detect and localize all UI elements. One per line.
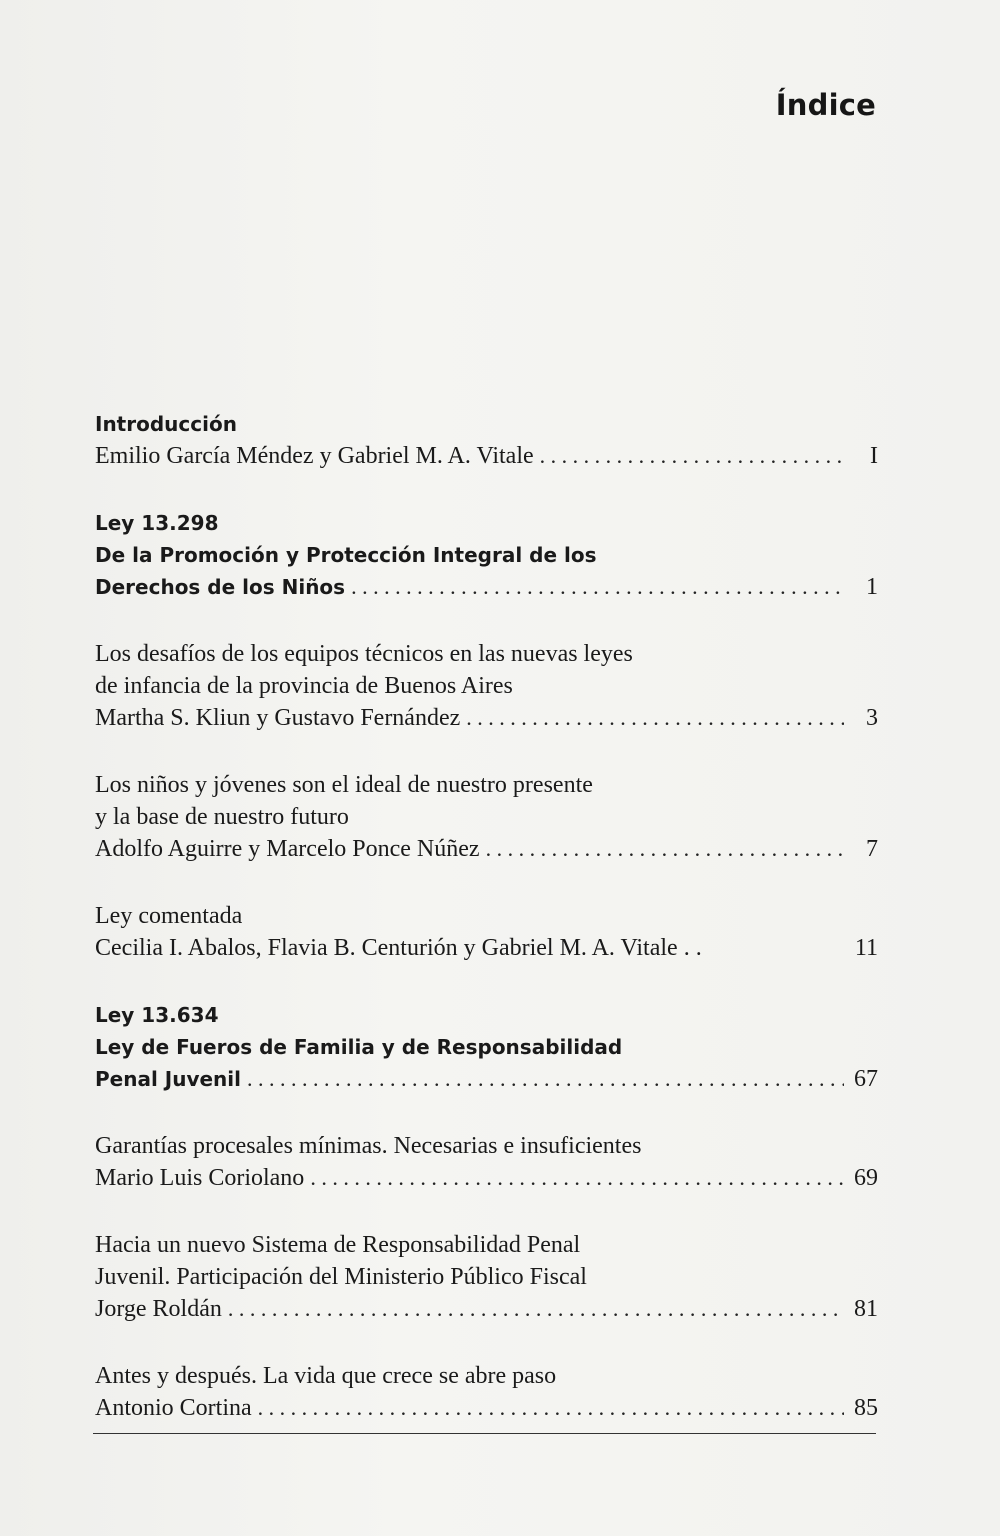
toc-page-number: 3 <box>866 705 878 731</box>
toc-entry-heading <box>95 507 878 539</box>
dot-leader <box>466 702 844 734</box>
toc-page-number: 85 <box>854 1395 878 1421</box>
toc-entry-final-line[interactable] <box>95 1063 878 1095</box>
toc-entry-sistema-penal <box>95 1229 878 1325</box>
toc-author: Emilio García Méndez y Gabriel M. A. Vitale <box>95 443 534 469</box>
toc-entry-heading <box>95 539 878 571</box>
dot-leader <box>310 1162 844 1194</box>
dot-leader <box>540 440 844 472</box>
toc-entry-antes-despues <box>95 1360 878 1424</box>
toc-entry-heading <box>95 1261 878 1293</box>
toc-entry-heading <box>95 638 878 670</box>
toc-heading-text: Ley 13.298 <box>95 511 219 535</box>
toc-entry-heading <box>95 1130 878 1162</box>
toc-entry-heading <box>95 769 878 801</box>
table-of-contents <box>95 408 878 1459</box>
toc-entry-heading <box>95 1031 878 1063</box>
toc-heading-text: Garantías procesales mínimas. Necesarias e insuficientes <box>95 1133 642 1159</box>
dot-leader <box>228 1293 844 1325</box>
toc-heading-text: Juvenil. Participación del Ministerio Público Fiscal <box>95 1264 587 1290</box>
toc-heading-text: de infancia de la provincia de Buenos Aires <box>95 673 513 699</box>
toc-author: Martha S. Kliun y Gustavo Fernández <box>95 705 461 731</box>
toc-entry-author-line[interactable] <box>95 702 878 734</box>
toc-author: Adolfo Aguirre y Marcelo Ponce Núñez <box>95 836 480 862</box>
toc-entry-heading <box>95 999 878 1031</box>
toc-entry-author-line[interactable] <box>95 440 878 472</box>
toc-page-number: 7 <box>866 836 878 862</box>
toc-entry-author-line[interactable] <box>95 932 878 964</box>
toc-page-number: 81 <box>854 1296 878 1322</box>
toc-entry-garantias <box>95 1130 878 1194</box>
toc-heading-text: Ley comentada <box>95 903 243 929</box>
toc-entry-author-line[interactable] <box>95 1392 878 1424</box>
toc-heading-text: Los desafíos de los equipos técnicos en las nuevas leyes <box>95 641 633 667</box>
toc-entry-author-line[interactable] <box>95 1162 878 1194</box>
toc-page-number: 67 <box>854 1066 878 1092</box>
page-title: Índice <box>775 88 876 122</box>
toc-entry-heading <box>95 1229 878 1261</box>
toc-heading-text: Hacia un nuevo Sistema de Responsabilidad Penal <box>95 1232 581 1258</box>
toc-heading-text: Derechos de los Niños <box>95 575 346 599</box>
toc-heading-text: y la base de nuestro futuro <box>95 804 349 830</box>
dot-leader <box>486 833 844 865</box>
toc-entry-introduccion <box>95 408 878 472</box>
toc-entry-heading <box>95 670 878 702</box>
bottom-rule <box>93 1433 876 1434</box>
toc-entry-heading <box>95 1360 878 1392</box>
toc-heading-text: Los niños y jóvenes son el ideal de nuestro presente <box>95 772 593 798</box>
toc-entry-ley-13298 <box>95 507 878 603</box>
toc-page-number: I <box>870 443 878 469</box>
toc-entry-author-line[interactable] <box>95 1293 878 1325</box>
toc-heading-text: Ley de Fueros de Familia y de Responsabilidad <box>95 1035 623 1059</box>
dot-leader <box>258 1392 844 1424</box>
toc-heading-text: De la Promoción y Protección Integral de los <box>95 543 597 567</box>
toc-entry-heading <box>95 900 878 932</box>
toc-author: Jorge Roldán <box>95 1296 222 1322</box>
toc-author: Cecilia I. Abalos, Flavia B. Centurión y Gabriel M. A. Vitale . . <box>95 935 702 961</box>
toc-entry-ley-comentada <box>95 900 878 964</box>
toc-entry-heading <box>95 801 878 833</box>
toc-entry-final-line[interactable] <box>95 571 878 603</box>
toc-page-number: 1 <box>866 574 878 600</box>
toc-page-number: 11 <box>854 935 878 961</box>
toc-entry-ley-13634 <box>95 999 878 1095</box>
toc-heading-text: Penal Juvenil <box>95 1067 242 1091</box>
toc-author: Antonio Cortina <box>95 1395 252 1421</box>
dot-leader <box>247 1063 844 1095</box>
toc-heading-text: Introducción <box>95 412 237 436</box>
toc-heading-text: Antes y después. La vida que crece se abre paso <box>95 1363 557 1389</box>
toc-entry-ninos-jovenes <box>95 769 878 865</box>
toc-heading-text: Ley 13.634 <box>95 1003 219 1027</box>
toc-entry-heading <box>95 408 878 440</box>
dot-leader <box>351 571 844 603</box>
toc-page-number: 69 <box>854 1165 878 1191</box>
toc-entry-desafios <box>95 638 878 734</box>
toc-author: Mario Luis Coriolano <box>95 1165 305 1191</box>
toc-entry-author-line[interactable] <box>95 833 878 865</box>
